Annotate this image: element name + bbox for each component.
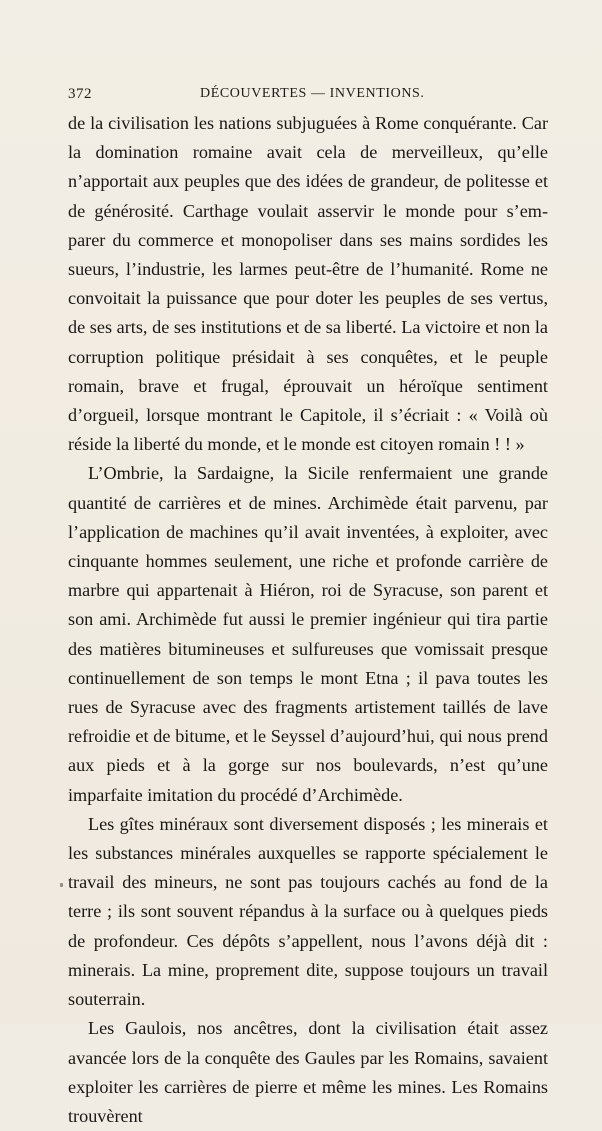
page-header [68, 86, 548, 108]
paragraph-gaulois: Les Gaulois, nos ancêtres, dont la civilisation était assez avancée lors de la conquête des Gaules par les Romains, savaient exploiter les carrières de pierre et même les mines. Les Romains trouvèrent [68, 1018, 548, 1126]
paragraph-gites-mineraux: Les gîtes minéraux sont diversement disposés ; les minerais et les substances minérales auxquelles se rapporte spécialement le travail des mineurs, ne sont pas toujours cachés au fond de la terre ; ils sont souvent répandus à la surface ou à quelques pieds de profondeur. Ces dépôts s’appellent, nous l’avons déjà dit : minerais. La mine, proprement dite, suppose toujours un travail souterrain. [68, 813, 548, 1010]
page-number: 372 [68, 86, 92, 102]
ink-speck [60, 883, 63, 887]
paragraph-rome-conquest: de la civilisation les nations subjuguées à Rome conquérante. Car la domination romaine avait cela de merveilleux, qu’elle n’apportait aux peuples que des idées de grandeur, de politesse et de générosité. Carthage voulait asservir le monde pour s’em-parer du commerce et monopoliser dans ses mains sordides les sueurs, l’industrie, les larmes peut-être de l’humanité. Rome ne convoitait la puissance que pour doter les peuples de ses vertus, de ses arts, de ses institutions et de sa liberté. La victoire et non la corruption politique présidait à ses conquêtes, et le peuple romain, brave et frugal, éprouvait un héroïque sentiment d’orgueil, lorsque montrant le Capitole, il s’écriait : « Voilà où réside la liberté du monde, et le monde est citoyen romain ! ! » [68, 113, 548, 455]
running-head: DÉCOUVERTES — INVENTIONS. [200, 86, 425, 101]
paragraph-archimede: L’Ombrie, la Sardaigne, la Sicile renfermaient une grande quantité de carrières et de mines. Archimède était parvenu, par l’application de machines qu’il avait inventées, à exploiter, avec cinquante hommes seulement, une riche et profonde carrière de marbre qui appartenait à Hiéron, roi de Syracuse, son parent et son ami. Archimède fut aussi le premier ingénieur qui tira partie des matières bitumineuses et sulfureuses que vomissait presque continuellement de son temps le mont Etna ; il pava toutes les rues de Syracuse avec des fragments artistement taillés de lave refroidie et de bitume, et le Seyssel d’aujourd’hui, qui nous prend aux pieds et à la gorge sur nos boulevards, n’est qu’une imparfaite imitation du procédé d’Archimède. [68, 463, 548, 805]
body-text [68, 109, 548, 1131]
